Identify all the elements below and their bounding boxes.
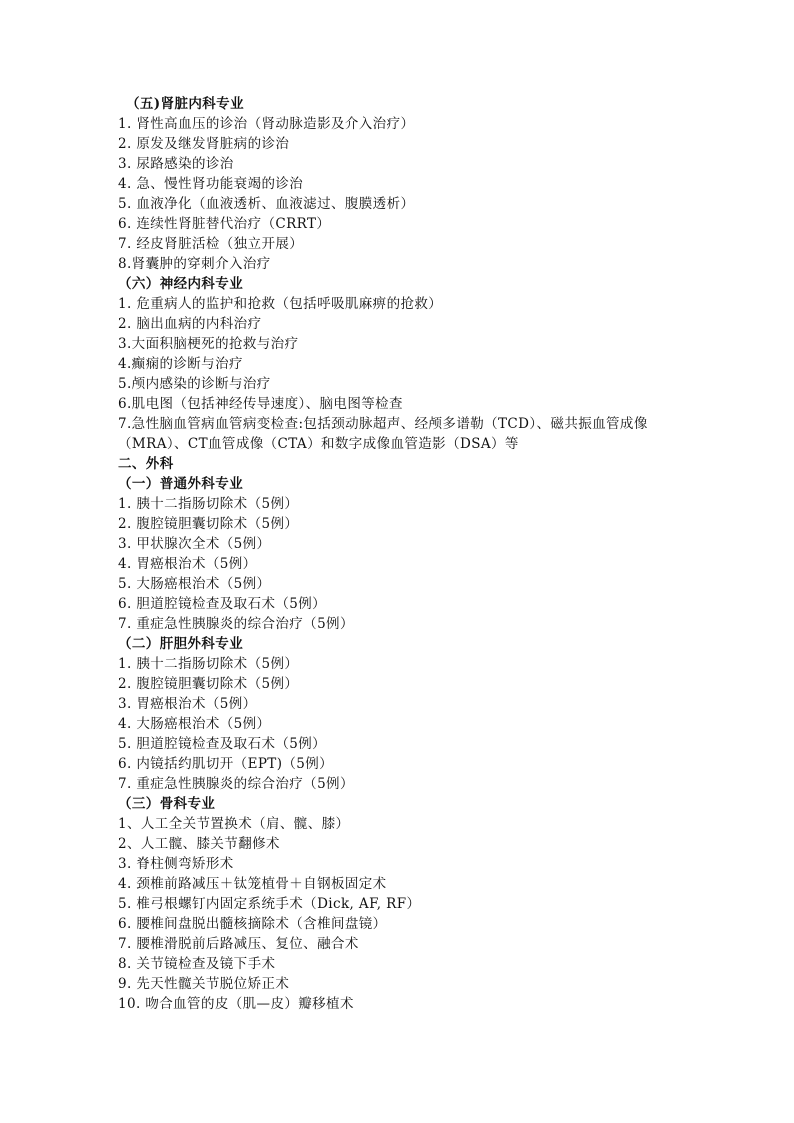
list-item: 6. 胆道腔镜检查及取石术（5例） <box>118 596 327 612</box>
list-item: 6.肌电图（包括神经传导速度）、脑电图等检查 <box>118 396 403 412</box>
list-item: 7.急性脑血管病血管病变检查:包括颈动脉超声、经颅多谱勒（TCD）、磁共振血管成像（MRA）、CT血管成像（CTA）和数字成像血管造影（DSA）等 <box>118 416 648 452</box>
list-item: 2. 脑出血病的内科治疗 <box>118 316 262 332</box>
list-item: 9. 先天性髋关节脱位矫正术 <box>118 976 290 992</box>
list-item: 4. 颈椎前路减压＋钛笼植骨＋自钢板固定术 <box>118 876 387 892</box>
list-item: 3. 脊柱侧弯矫形术 <box>118 856 234 872</box>
section-heading: （三）骨科专业 <box>118 796 216 812</box>
list-item: 5.颅内感染的诊断与治疗 <box>118 376 271 392</box>
list-item: 1. 胰十二指肠切除术（5例） <box>118 496 299 512</box>
list-item: 6. 内镜括约肌切开（EPT)（5例） <box>118 756 334 772</box>
section-heading: （六）神经内科专业 <box>118 276 244 292</box>
list-item: 3. 尿路感染的诊治 <box>118 156 234 172</box>
list-item: 1、人工全关节置换术（肩、髋、膝） <box>118 816 350 832</box>
list-item: 4.癫痫的诊断与治疗 <box>118 356 243 372</box>
list-item: 4. 大肠癌根治术（5例） <box>118 716 271 732</box>
list-item: 2、人工髋、膝关节翻修术 <box>118 836 280 852</box>
list-item: 1. 肾性高血压的诊治（肾动脉造影及介入治疗） <box>118 116 415 132</box>
list-item: 4. 胃癌根治术（5例） <box>118 556 257 572</box>
document-page <box>118 94 708 1014</box>
section-heading: （二）肝胆外科专业 <box>118 636 244 652</box>
list-item: 3. 胃癌根治术（5例） <box>118 696 257 712</box>
list-item: 4. 急、慢性肾功能衰竭的诊治 <box>118 176 304 192</box>
section-heading: 二、外科 <box>118 456 174 472</box>
list-item: 7. 重症急性胰腺炎的综合治疗（5例） <box>118 616 354 632</box>
list-item: 5. 椎弓根螺钉内固定系统手术（Dick, AF, RF） <box>118 896 421 912</box>
list-item: 2. 腹腔镜胆囊切除术（5例） <box>118 676 299 692</box>
list-item: 1. 危重病人的监护和抢救（包括呼吸肌麻痹的抢救） <box>118 296 443 312</box>
list-item: 7. 重症急性胰腺炎的综合治疗（5例） <box>118 776 354 792</box>
list-item: 8.肾囊肿的穿刺介入治疗 <box>118 256 271 272</box>
list-item: 1. 胰十二指肠切除术（5例） <box>118 656 299 672</box>
list-item: 3.大面积脑梗死的抢救与治疗 <box>118 336 299 352</box>
list-item: 5. 血液净化（血液透析、血液滤过、腹膜透析） <box>118 196 415 212</box>
list-item: 6. 腰椎间盘脱出髓核摘除术（含椎间盘镜） <box>118 916 387 932</box>
section-heading: （一）普通外科专业 <box>118 476 244 492</box>
list-item: 10. 吻合血管的皮（肌—皮）瓣移植术 <box>118 996 354 1012</box>
list-item: 3. 甲状腺次全术（5例） <box>118 536 271 552</box>
list-item: 7. 经皮肾脏活检（独立开展） <box>118 236 304 252</box>
list-item: 6. 连续性肾脏替代治疗（CRRT） <box>118 216 331 232</box>
list-item: 2. 原发及继发肾脏病的诊治 <box>118 136 290 152</box>
list-item: 5. 大肠癌根治术（5例） <box>118 576 271 592</box>
list-item: 2. 腹腔镜胆囊切除术（5例） <box>118 516 299 532</box>
list-item: 8. 关节镜检查及镜下手术 <box>118 956 276 972</box>
list-item: 5. 胆道腔镜检查及取石术（5例） <box>118 736 327 752</box>
list-item: 7. 腰椎滑脱前后路减压、复位、融合术 <box>118 936 359 952</box>
section-heading: （五)肾脏内科专业 <box>126 96 244 112</box>
